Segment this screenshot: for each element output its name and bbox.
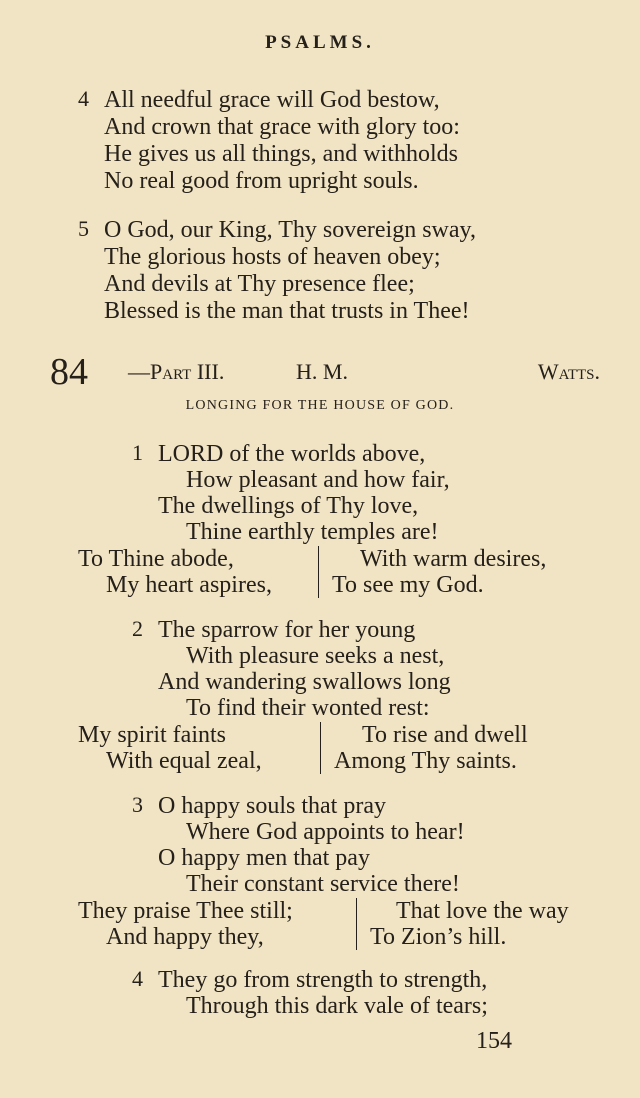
verse-line: Blessed is the man that trusts in Thee!: [104, 298, 470, 324]
hymn-title: LONGING FOR THE HOUSE OF GOD.: [185, 398, 455, 413]
verse-line: To find their wonted rest:: [186, 695, 430, 721]
chorus-right-line: To rise and dwell: [362, 722, 528, 748]
chorus-divider: [356, 898, 357, 950]
verse-line: And wandering swallows long: [158, 669, 451, 695]
chorus-left-line: They praise Thee still;: [78, 898, 293, 924]
chorus-right-line: To Zion’s hill.: [370, 924, 507, 950]
running-head: PSALMS.: [265, 32, 375, 53]
verse-line: LORD of the worlds above,: [158, 441, 426, 467]
chorus-divider: [320, 722, 321, 774]
hymn-number: 84: [50, 351, 88, 393]
chorus-divider: [318, 546, 319, 598]
verse-line: O God, our King, Thy sovereign sway,: [104, 217, 476, 243]
verse-line: All needful grace will God bestow,: [104, 87, 440, 113]
verse-line: They go from strength to strength,: [158, 967, 488, 993]
verse-line: The dwellings of Thy love,: [158, 493, 419, 519]
verse-line: Through this dark vale of tears;: [186, 993, 488, 1019]
verse-line: With pleasure seeks a nest,: [186, 643, 445, 669]
verse-line: And crown that grace with glory too:: [104, 114, 460, 140]
stanza-number: 5: [78, 216, 89, 241]
verse-line: The sparrow for her young: [158, 617, 416, 643]
chorus-right-line: With warm desires,: [360, 546, 547, 572]
verse-line: The glorious hosts of heaven obey;: [104, 244, 441, 270]
hymn-part: —Part III.: [128, 359, 225, 384]
stanza-number: 3: [132, 792, 143, 817]
verse-line: No real good from upright souls.: [104, 168, 419, 194]
verse-line: And devils at Thy presence flee;: [104, 271, 415, 297]
chorus-right-line: That love the way: [396, 898, 569, 924]
chorus-left-line: And happy they,: [106, 924, 264, 950]
chorus-left-line: My spirit faints: [78, 722, 226, 748]
verse-line: He gives us all things, and withholds: [104, 141, 458, 167]
stanza-number: 2: [132, 616, 143, 641]
chorus-left-line: To Thine abode,: [78, 546, 234, 572]
hymn-meter: H. M.: [296, 359, 348, 384]
hymn-header: [50, 352, 600, 392]
stanza-number: 1: [132, 440, 143, 465]
verse-line: O happy souls that pray: [158, 793, 386, 819]
hymn-author: Watts.: [537, 359, 600, 384]
stanza-number: 4: [132, 966, 143, 991]
verse-line: How pleasant and how fair,: [186, 467, 450, 493]
chorus-left-line: With equal zeal,: [106, 748, 262, 774]
verse-line: Their constant service there!: [186, 871, 460, 897]
verse-line: Thine earthly temples are!: [186, 519, 439, 545]
chorus-right-line: To see my God.: [332, 572, 484, 598]
verse-line: Where God appoints to hear!: [186, 819, 465, 845]
verse-line: O happy men that pay: [158, 845, 370, 871]
page-number: 154: [476, 1028, 512, 1054]
chorus-right-line: Among Thy saints.: [334, 748, 517, 774]
chorus-left-line: My heart aspires,: [106, 572, 272, 598]
stanza-number: 4: [78, 86, 89, 111]
